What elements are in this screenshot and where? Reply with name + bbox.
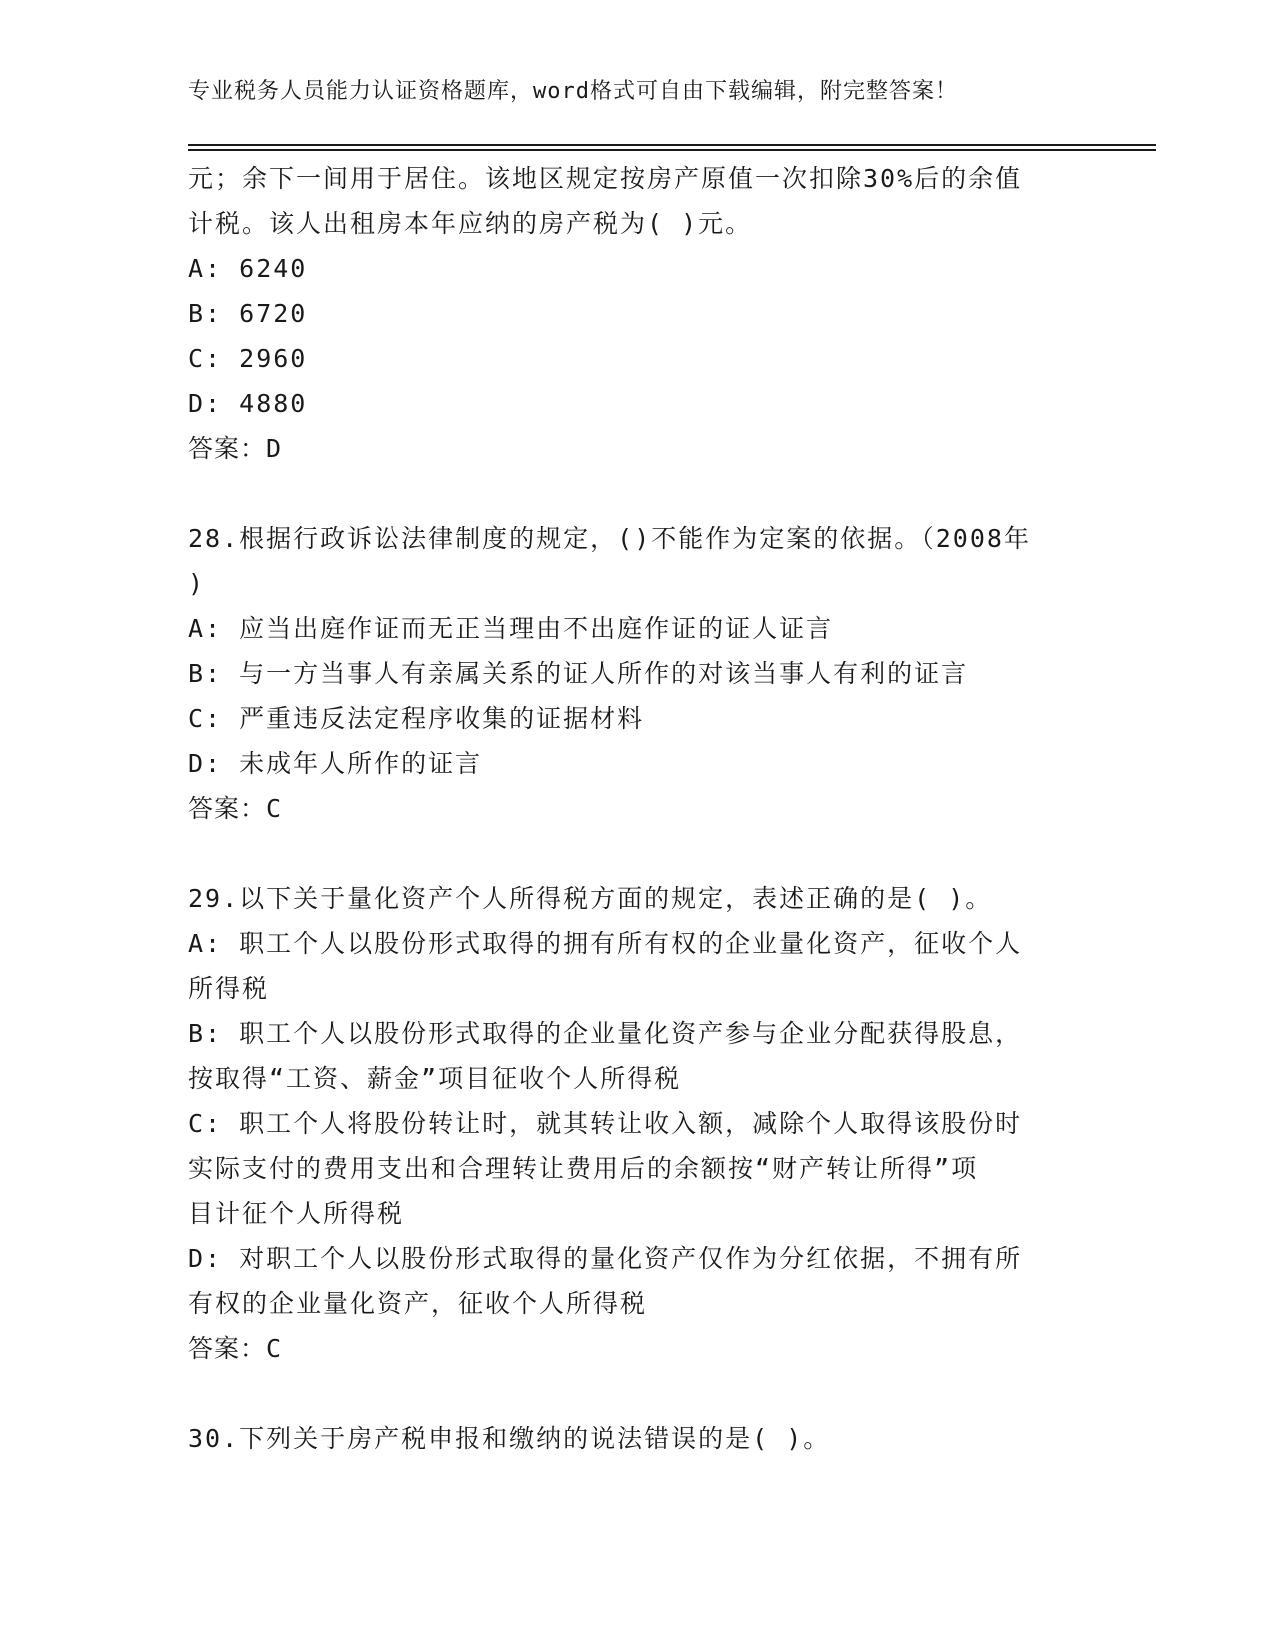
- option-d: D: 对职工个人以股份形式取得的量化资产仅作为分红依据，不拥有所: [188, 1244, 1023, 1273]
- question-29: [188, 876, 1088, 1371]
- option-d: D: 4880: [188, 389, 308, 418]
- header-rule-thick: [188, 144, 1156, 146]
- option-a-continued: 所得税: [188, 974, 270, 1003]
- question-text-line: ): [188, 569, 206, 598]
- page-header: 专业税务人员能力认证资格题库，word格式可自由下载编辑，附完整答案！: [188, 79, 958, 104]
- spacer: [188, 1371, 1088, 1416]
- option-d-continued: 有权的企业量化资产，征收个人所得税: [188, 1289, 648, 1318]
- option-b: B: 职工个人以股份形式取得的企业量化资产参与企业分配获得股息，: [188, 1019, 1023, 1048]
- question-text-line: 计税。该人出租房本年应纳的房产税为( )元。: [188, 209, 753, 238]
- answer: 答案：C: [188, 794, 283, 823]
- header-rule-thin: [188, 149, 1156, 151]
- option-a: A: 应当出庭作证而无正当理由不出庭作证的证人证言: [188, 614, 834, 643]
- option-c: C: 严重违反法定程序收集的证据材料: [188, 704, 645, 733]
- option-c-continued: 目计征个人所得税: [188, 1199, 405, 1228]
- question-text-line: 29.以下关于量化资产个人所得税方面的规定，表述正确的是( )。: [188, 884, 993, 913]
- option-b-continued: 按取得“工资、薪金”项目征收个人所得税: [188, 1064, 682, 1093]
- option-a: A: 6240: [188, 254, 308, 283]
- question-30: [188, 1416, 1088, 1461]
- question-28: [188, 516, 1088, 831]
- spacer: [188, 471, 1088, 516]
- option-a: A: 职工个人以股份形式取得的拥有所有权的企业量化资产，征收个人: [188, 929, 1023, 958]
- option-c-continued: 实际支付的费用支出和合理转让费用后的余额按“财产转让所得”项: [188, 1154, 979, 1183]
- option-b: B: 6720: [188, 299, 308, 328]
- question-continuation: [188, 156, 1088, 471]
- question-text-line: 元；余下一间用于居住。该地区规定按房产原值一次扣除30%后的余值: [188, 164, 1023, 193]
- question-text-line: 28.根据行政诉讼法律制度的规定，()不能作为定案的依据。（2008年: [188, 524, 1031, 553]
- question-text-line: 30.下列关于房产税申报和缴纳的说法错误的是( )。: [188, 1424, 831, 1453]
- option-b: B: 与一方当事人有亲属关系的证人所作的对该当事人有利的证言: [188, 659, 969, 688]
- spacer: [188, 831, 1088, 876]
- answer: 答案：D: [188, 434, 283, 463]
- document-body: [188, 156, 1088, 1461]
- answer: 答案：C: [188, 1334, 283, 1363]
- option-c: C: 职工个人将股份转让时，就其转让收入额，减除个人取得该股份时: [188, 1109, 1023, 1138]
- option-c: C: 2960: [188, 344, 308, 373]
- option-d: D: 未成年人所作的证言: [188, 749, 483, 778]
